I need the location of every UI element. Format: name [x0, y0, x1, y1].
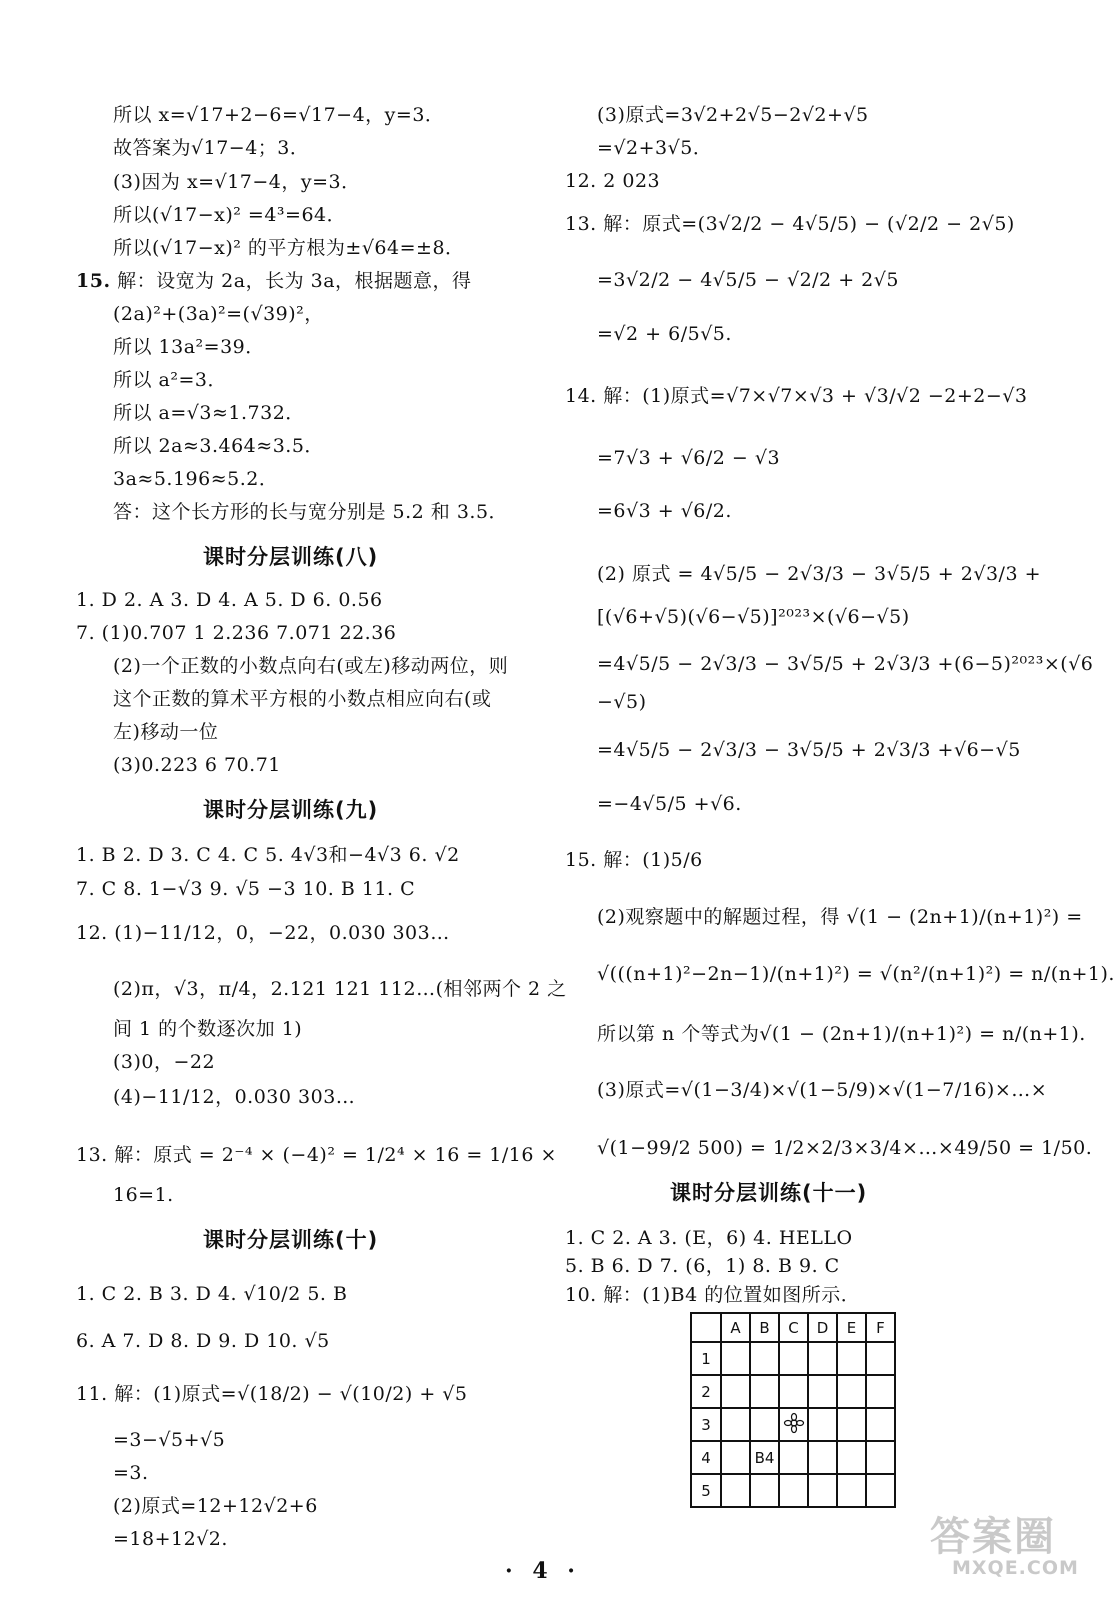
grid-corner [691, 1313, 721, 1342]
text-line: 所以 a²=3． [113, 369, 227, 391]
text-line: 所以 x=√17+2−6=√17−4，y=3． [113, 104, 445, 126]
text-line: 3a≈5.196≈5.2． [113, 468, 279, 490]
answer-line: 14. 解：(1)原式=√7×√7×√3 + √3/√2 −2+2−√3 [565, 385, 1028, 407]
answer-line: 12. (1)−11/12，0，−22，0.030 303… [76, 922, 450, 944]
text-line: (3)原式=√(1−3/4)×√(1−5/9)×√(1−7/16)×…× [597, 1079, 1048, 1101]
grid-row [691, 1375, 895, 1408]
page-number: · 4 · [505, 1558, 581, 1584]
answer-line: 10. 解：(1)B4 的位置如图所示． [565, 1284, 861, 1306]
answer-line: 11. 解：(1)原式=√(18/2) − √(10/2) + √5 [76, 1383, 468, 1405]
answer-line: 6. A 7. D 8. D 9. D 10. √5 [76, 1330, 330, 1352]
text-line: =4√5/5 − 2√3/3 − 3√5/5 + 2√3/3 +(6−5)²⁰²³×(√6 [597, 653, 1094, 675]
text-line: =7√3 + √6/2 − √3 [597, 447, 781, 469]
answer-line: =18+12√2. [113, 1528, 228, 1550]
text-line: =−4√5/5 +√6. [597, 793, 742, 815]
grid-row [691, 1342, 895, 1375]
text-line: 所以 13a²=39． [113, 336, 265, 358]
answer-line: 7. (1)0.707 1 2.236 7.071 22.36 [76, 622, 397, 644]
answer-line: =3. [113, 1462, 149, 1484]
text-line: 所以第 n 个等式为√(1 − (2n+1)/(n+1)²) = n/(n+1). [597, 1023, 1086, 1045]
text-line: (2)观察题中的解题过程，得 √(1 − (2n+1)/(n+1)²) = [597, 906, 1083, 928]
problem-text: 解：设宽为 2a，长为 3a，根据题意，得 [117, 270, 472, 292]
text-line: 所以(√17−x)² 的平方根为±√64=±8． [113, 237, 465, 259]
section-heading-11: 课时分层训练(十一) [670, 1181, 868, 1205]
grid-cell-b4: B4 [750, 1441, 779, 1474]
answer-line: 13. 解：原式=(3√2/2 − 4√5/5) − (√2/2 − 2√5) [565, 213, 1015, 235]
grid-col-label: E [837, 1313, 866, 1342]
answer-line: =3−√5+√5 [113, 1429, 226, 1451]
text-line: =√2+3√5． [597, 137, 713, 159]
text-line: 答：这个长方形的长与宽分别是 5.2 和 3.5． [113, 501, 509, 523]
grid-cell-c3 [779, 1408, 808, 1441]
answer-line: 15. 解：(1)5/6 [565, 849, 703, 871]
grid-row-label: 4 [691, 1441, 721, 1474]
text-line: [(√6+√5)(√6−√5)]²⁰²³×(√6−√5) [597, 606, 910, 628]
answer-line: 这个正数的算术平方根的小数点相应向右(或 [113, 688, 492, 710]
answer-line: 1. D 2. A 3. D 4. A 5. D 6. 0.56 [76, 589, 383, 611]
watermark-url: MXQE.COM [952, 1557, 1079, 1579]
watermark-text: 答案圈 [930, 1514, 1056, 1560]
answer-line: 1. C 2. B 3. D 4. √10/2 5. B [76, 1283, 348, 1305]
text-line: (3)原式=3√2+2√5−2√2+√5 [597, 104, 869, 126]
answer-line: 1. C 2. A 3. (E，6) 4. HELLO [565, 1227, 853, 1249]
grid-row [691, 1441, 895, 1474]
text-line: (3)因为 x=√17−4，y=3． [113, 171, 361, 193]
grid-col-label: D [808, 1313, 837, 1342]
grid-header-row [691, 1313, 895, 1342]
text-line: =3√2/2 − 4√5/5 − √2/2 + 2√5 [597, 269, 899, 291]
answer-line: (3)0.223 6 70.71 [113, 754, 281, 776]
text-line: 所以(√17−x)² =4³=64． [113, 204, 347, 226]
text-line: (2a)²+(3a)²=(√39)²， [113, 303, 324, 325]
answer-line: (4)−11/12，0.030 303… [113, 1086, 356, 1108]
text-line: −√5) [597, 691, 647, 713]
text-line: √(((n+1)²−2n−1)/(n+1)²) = √(n²/(n+1)²) = n/(n+1). [597, 963, 1115, 985]
answer-line: (2)一个正数的小数点向右(或左)移动两位，则 [113, 655, 509, 677]
grid-row [691, 1474, 895, 1507]
watermark-logo [930, 1505, 1100, 1579]
section-heading-10: 课时分层训练(十) [203, 1228, 379, 1252]
text-line: =√2 + 6/5√5. [597, 323, 732, 345]
answer-line: 5. B 6. D 7. (6，1) 8. B 9. C [565, 1255, 840, 1277]
answer-line: 1. B 2. D 3. C 4. C 5. 4√3和−4√3 6. √2 [76, 844, 460, 866]
grid-row [691, 1408, 895, 1441]
grid-col-label: C [779, 1313, 808, 1342]
section-heading-8: 课时分层训练(八) [203, 545, 379, 569]
answer-line: (2)原式=12+12√2+6 [113, 1495, 318, 1517]
text-line: =6√3 + √6/2. [597, 500, 732, 522]
grid-row-label: 2 [691, 1375, 721, 1408]
problem-15 [76, 269, 472, 293]
answer-line: (2)π，√3，π/4，2.121 121 112…(相邻两个 2 之 [113, 978, 567, 1000]
grid-col-label: B [750, 1313, 779, 1342]
grid-row-label: 3 [691, 1408, 721, 1441]
coordinate-grid [690, 1312, 896, 1508]
grid-col-label: A [721, 1313, 750, 1342]
text-line: 故答案为√17−4；3． [113, 137, 310, 159]
answer-line: 13. 解：原式 = 2⁻⁴ × (−4)² = 1/2⁴ × 16 = 1/16 × [76, 1144, 557, 1166]
answer-line: 左)移动一位 [113, 721, 219, 743]
grid-col-label: F [866, 1313, 895, 1342]
answer-line: (3)0，−22 [113, 1051, 216, 1073]
problem-number: 15. [76, 270, 111, 292]
grid-row-label: 5 [691, 1474, 721, 1507]
flower-icon [783, 1412, 805, 1434]
text-line: 所以 2a≈3.464≈3.5． [113, 435, 324, 457]
answer-line: 12. 2 023 [565, 170, 661, 192]
text-line: 所以 a=√3≈1.732． [113, 402, 305, 424]
answer-line: 间 1 的个数逐次加 1) [113, 1018, 303, 1040]
text-line: √(1−99/2 500) = 1/2×2/3×3/4×…×49/50 = 1/50. [597, 1137, 1093, 1159]
answer-line: 7. C 8. 1−√3 9. √5 −3 10. B 11. C [76, 878, 416, 900]
text-line: (2) 原式 = 4√5/5 − 2√3/3 − 3√5/5 + 2√3/3 + [597, 563, 1042, 585]
text-line: =4√5/5 − 2√3/3 − 3√5/5 + 2√3/3 +√6−√5 [597, 739, 1021, 761]
grid-row-label: 1 [691, 1342, 721, 1375]
section-heading-9: 课时分层训练(九) [203, 798, 379, 822]
answer-line: 16=1. [113, 1184, 174, 1206]
